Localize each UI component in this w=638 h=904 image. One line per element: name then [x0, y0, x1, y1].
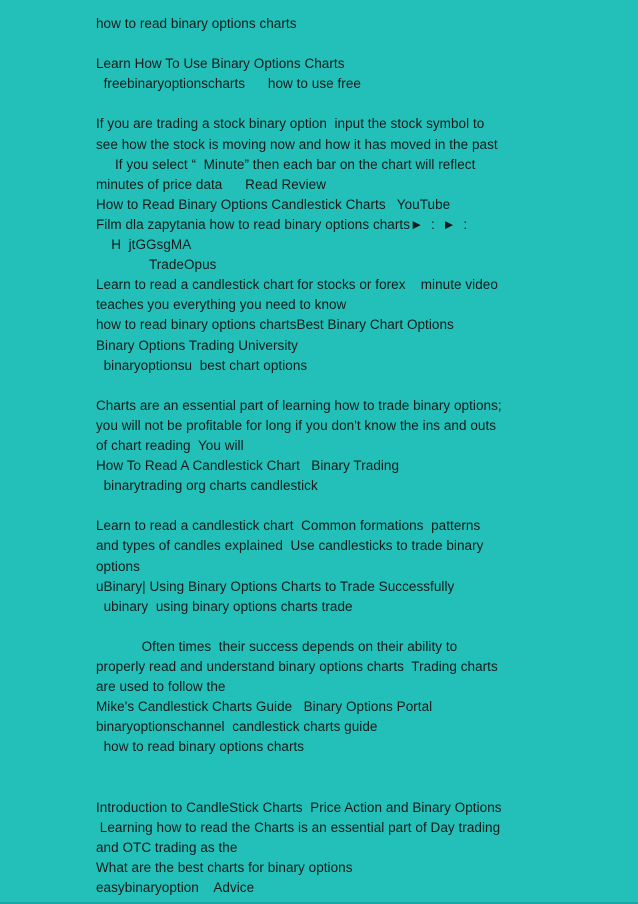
text-line: and types of candles explained Use candlesticks to trade binary	[96, 538, 484, 554]
text-line	[96, 496, 536, 516]
text-line: see how the stock is moving now and how it has moved in the past	[96, 136, 498, 152]
text-line	[96, 778, 536, 798]
text-line: Learn to read a candlestick chart for stocks or forex minute video	[96, 277, 498, 293]
text-line: Binary Options Trading University	[96, 337, 298, 353]
text-line	[96, 757, 536, 777]
text-line: teaches you everything you need to know	[96, 297, 347, 313]
text-line: Often times their success depends on their ability to	[96, 638, 458, 654]
text-line: uBinary| Using Binary Options Charts to Trade Successfully	[96, 578, 455, 594]
text-line: are used to follow the	[96, 679, 226, 695]
text-line: options	[96, 558, 140, 574]
text-line: What are the best charts for binary options	[96, 859, 353, 875]
text-line: Charts are an essential part of learning how to trade binary options;	[96, 397, 502, 413]
text-line: If you select “ Minute” then each bar on the chart will reflect	[96, 156, 476, 172]
text-line: Mike's Candlestick Charts Guide Binary Options Portal	[96, 699, 433, 715]
text-line: TradeOpus	[96, 257, 217, 273]
text-line: If you are trading a stock binary option input the stock symbol to	[96, 116, 485, 132]
text-line	[96, 34, 536, 54]
text-line: properly read and understand binary options charts Trading charts	[96, 659, 498, 674]
text-line: ubinary using binary options charts trade	[96, 598, 353, 614]
text-line: how to read binary options charts	[96, 739, 305, 755]
text-line: binarytrading org charts candlestick	[96, 478, 318, 494]
text-line: binaryoptionschannel candlestick charts guide	[96, 719, 378, 735]
text-line: Film dla zapytania how to read binary options charts► : ► :	[96, 216, 468, 232]
text-line: binaryoptionsu best chart options	[96, 357, 308, 373]
text-line: of chart reading You will	[96, 437, 244, 453]
text-line: freebinaryoptionscharts how to use free	[96, 76, 361, 92]
text-line: how to read binary options charts	[96, 16, 297, 31]
text-line: Introduction to CandleStick Charts Price Action and Binary Options	[96, 799, 502, 815]
text-line	[96, 617, 536, 637]
text-line	[96, 376, 536, 396]
text-line: and OTC trading as the	[96, 839, 238, 855]
text-line: Learn to read a candlestick chart Common formations patterns	[96, 518, 481, 534]
text-line: How To Read A Candlestick Chart Binary Trading	[96, 458, 400, 474]
text-line: how to read binary options chartsBest Binary Chart Options	[96, 317, 454, 333]
text-line: Learning how to read the Charts is an essential part of Day trading	[96, 819, 501, 835]
document-page	[96, 14, 536, 898]
text-line: Learn How To Use Binary Options Charts	[96, 56, 345, 72]
text-line: you will not be profitable for long if you don't know the ins and outs	[96, 417, 497, 433]
text-line: H jtGGsgMA	[96, 237, 192, 253]
text-line	[96, 94, 536, 114]
text-line: minutes of price data Read Review	[96, 176, 327, 192]
text-line: How to Read Binary Options Candlestick Charts YouTube	[96, 196, 451, 212]
text-line: easybinaryoption Advice	[96, 880, 255, 896]
